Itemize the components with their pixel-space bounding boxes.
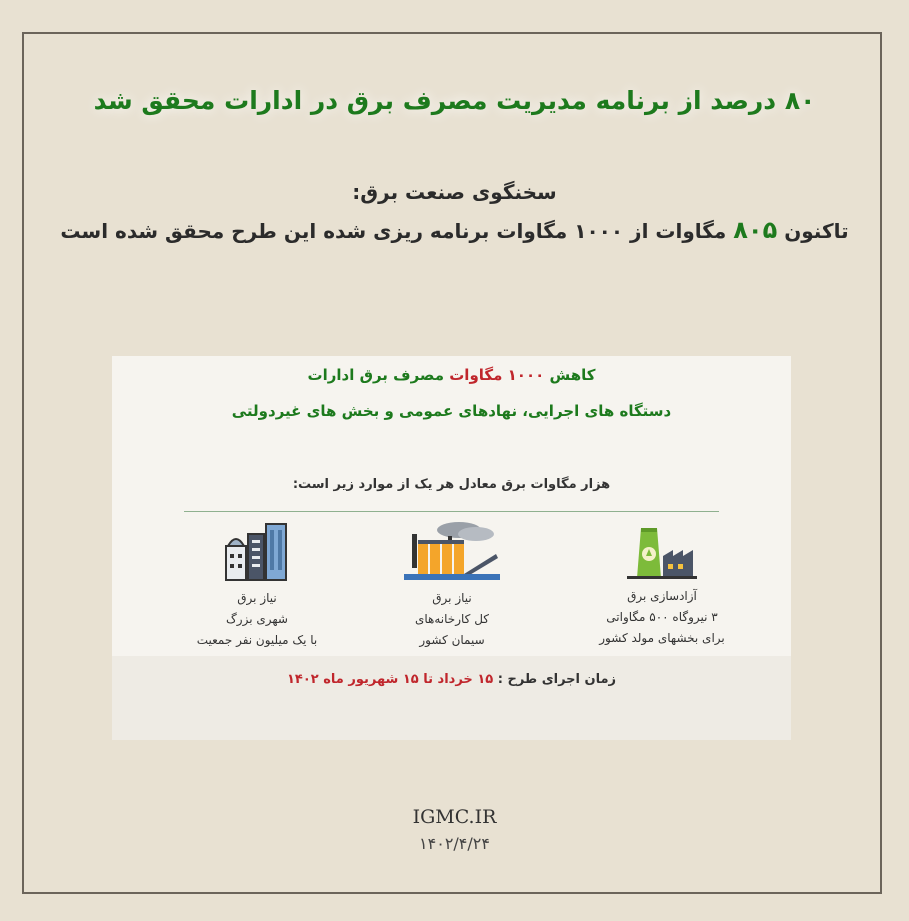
publish-date: ۱۴۰۲/۴/۲۴ [419, 834, 490, 853]
cement-factory-icon [404, 520, 500, 582]
statement [0, 216, 909, 244]
power-plant-icon [627, 520, 697, 580]
item-line: کل کارخانه‌های [414, 612, 489, 626]
item-line: نیاز برق [237, 591, 277, 605]
card-heading-highlight: ۱۰۰۰ مگاوات [449, 366, 545, 384]
equivalence-question: هزار مگاوات برق معادل هر یک از موارد زیر است: [292, 477, 611, 492]
divider [184, 511, 719, 512]
item-power-plant [567, 520, 757, 649]
implementation-period [112, 672, 791, 687]
item-line: نیاز برق [432, 591, 472, 605]
statement-post: مگاوات از ۱۰۰۰ مگاوات برنامه ریزی شده این طرح محقق شده است [60, 219, 727, 243]
speaker-label: سخنگوی صنعت برق: [352, 180, 557, 204]
period-value: ۱۵ خرداد تا ۱۵ شهریور ماه ۱۴۰۲ [286, 672, 494, 687]
statement-pre: تاکنون [784, 219, 849, 243]
item-line: آزادسازی برق [627, 589, 697, 603]
card-heading-post: مصرف برق ادارات [307, 366, 444, 384]
item-line: سیمان کشور [419, 633, 485, 647]
card-subheading: دستگاه های اجرایی، نهادهای عمومی و بخش های غیردولتی [231, 402, 672, 420]
city-icon [224, 520, 290, 582]
card-heading [112, 366, 791, 384]
item-line: ۳ نیروگاه ۵۰۰ مگاواتی [606, 610, 718, 624]
item-line: برای بخشهای مولد کشور [599, 631, 725, 645]
item-city [162, 520, 352, 651]
headline: ۸۰ درصد از برنامه مدیریت مصرف برق در ادارات محقق شد [93, 86, 816, 115]
item-line: با یک میلیون نفر جمعیت [196, 633, 318, 647]
item-line: شهری بزرگ [226, 612, 288, 626]
info-card [112, 356, 791, 740]
card-heading-pre: کاهش [549, 366, 596, 384]
item-cement-factory [357, 520, 547, 651]
statement-highlight: ۸۰۵ [733, 216, 778, 244]
site-url: IGMC.IR [412, 806, 497, 828]
period-label: زمان اجرای طرح : [497, 672, 617, 687]
period-band [112, 656, 791, 740]
